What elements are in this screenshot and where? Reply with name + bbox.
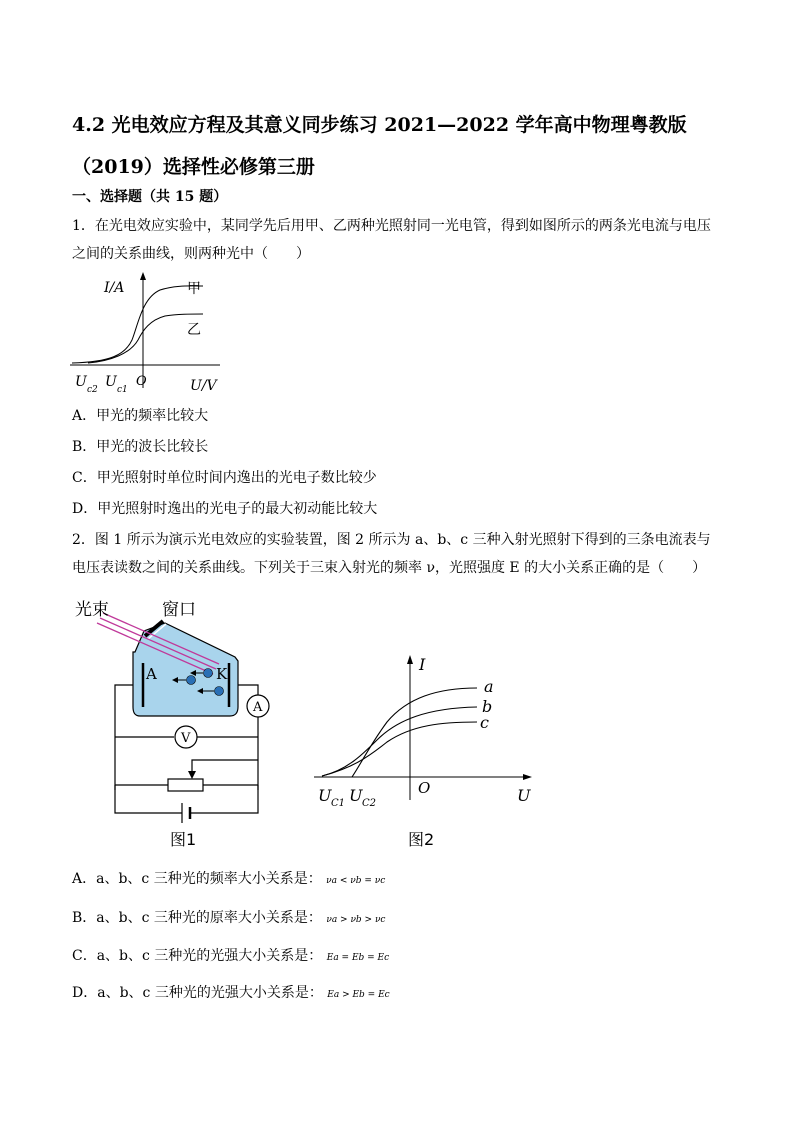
q2-option-d-math: Ea > Eb = Ec <box>327 990 390 1000</box>
rheostat <box>168 779 203 791</box>
q2-origin-label: O <box>418 779 431 797</box>
q2-option-a-text: A．a、b、c 三种光的频率大小关系是： <box>72 871 322 887</box>
q1-option-b[interactable]: B．甲光的波长比较长 <box>72 439 209 455</box>
voltmeter-label: V <box>181 731 191 746</box>
q1-uc2-sub: c2 <box>87 385 98 395</box>
question-1-stem: 1．在光电效应实验中，某同学先后用甲、乙两种光照射同一光电管，得到如图所示的两条光电流与电压之间的关系曲线，则两种光中（ ） <box>72 218 711 262</box>
q1-curve-jia <box>72 286 203 363</box>
q2-uc1-label: U <box>318 786 332 805</box>
q1-uc1-sub: c1 <box>117 385 128 395</box>
section-heading: 一、选择题（共 15 题） <box>72 189 228 205</box>
q2-option-b-math: νa > νb > νc <box>326 915 386 925</box>
fig1-caption: 图1 <box>170 830 197 849</box>
q2-b-label: b <box>482 697 493 716</box>
question-2-stem: 2．图 1 所示为演示光电效应的实验装置，图 2 所示为 a、b、c 三种入射光照射下得到的三条电流表与电压表读数之间的关系曲线。下列关于三束入射光的频率 ν，光照强度 E 的大小关系正确的是（ ） <box>72 532 711 576</box>
window-label: 窗口 <box>162 600 196 620</box>
q2-c-label: c <box>480 713 489 732</box>
q2-x-label: U <box>517 786 531 805</box>
q2-option-c[interactable] <box>72 945 389 965</box>
q2-option-d[interactable] <box>72 982 390 1002</box>
q1-iv-graph <box>70 270 230 395</box>
q2-uc2-label: U <box>349 786 363 805</box>
q2-apparatus-figure <box>70 595 280 850</box>
electron-2 <box>187 676 196 685</box>
q2-y-label: I <box>419 655 426 674</box>
q2-option-a[interactable] <box>72 868 385 888</box>
q1-y-arrow <box>140 272 146 280</box>
q1-origin-label: O <box>136 374 147 389</box>
anode-label: A <box>146 665 157 683</box>
q1-yi-label: 乙 <box>187 322 201 338</box>
fig2-caption: 图2 <box>408 830 435 849</box>
q2-a-label: a <box>484 677 494 696</box>
q1-y-label: I/A <box>104 280 125 296</box>
q2-x-arrow <box>523 774 532 780</box>
q2-curve-c <box>322 722 477 776</box>
beam-label: 光束 <box>75 600 109 620</box>
q2-option-a-math: νa < νb = νc <box>326 876 386 886</box>
q2-curve-b <box>322 707 477 776</box>
wire-right-top <box>238 685 258 695</box>
q2-y-arrow <box>407 655 413 664</box>
q2-uc2-sub: C2 <box>362 798 377 809</box>
slider-wire <box>192 760 258 773</box>
page-title: 4.2 光电效应方程及其意义同步练习 2021—2022 学年高中物理粤教版（2019）选择性必修第三册 <box>72 114 687 178</box>
electron-1 <box>204 669 213 678</box>
q1-curve-yi <box>88 314 203 363</box>
ammeter-label: A <box>253 700 263 715</box>
q2-option-c-text: C．a、b、c 三种光的光强大小关系是： <box>72 948 323 964</box>
q1-uc2-label: U <box>75 374 87 390</box>
q1-option-a[interactable]: A．甲光的频率比较大 <box>72 408 209 424</box>
slider-arrow <box>188 771 196 779</box>
cathode-label: K <box>216 665 228 683</box>
q2-uc1-sub: C1 <box>331 798 346 809</box>
q1-uc1-label: U <box>105 374 117 390</box>
electron-3 <box>215 687 224 696</box>
q1-option-c[interactable]: C．甲光照射时单位时间内逸出的光电子数比较少 <box>72 470 377 486</box>
q2-option-b[interactable] <box>72 907 385 927</box>
q2-option-d-text: D．a、b、c 三种光的光强大小关系是： <box>72 985 323 1001</box>
q2-option-c-math: Ea = Eb = Ec <box>326 953 390 963</box>
q1-x-label: U/V <box>190 378 217 394</box>
q2-option-b-text: B．a、b、c 三种光的原率大小关系是： <box>72 910 322 926</box>
q2-iu-graph <box>312 650 537 850</box>
q2-curve-a <box>352 688 477 777</box>
q1-jia-label: 甲 <box>187 281 201 297</box>
q1-option-d[interactable]: D．甲光照射时逸出的光电子的最大初动能比较大 <box>72 501 378 517</box>
